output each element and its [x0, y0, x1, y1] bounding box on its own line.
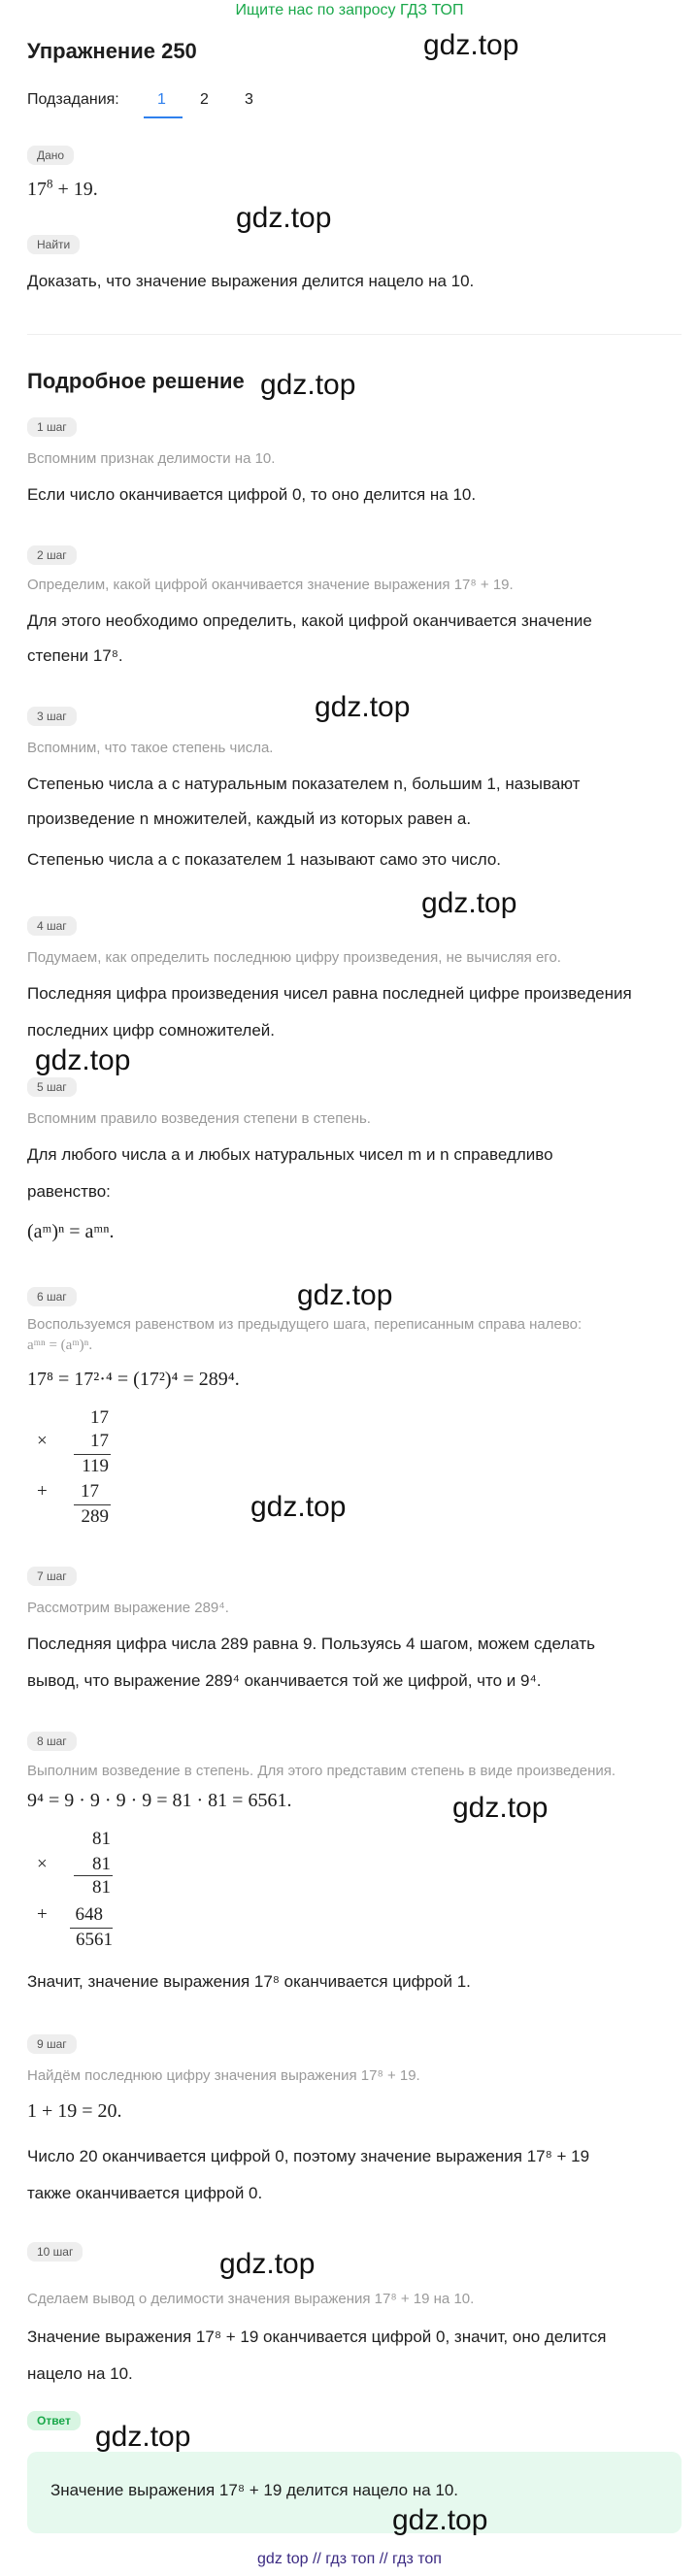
step-text: нацело на 10.	[27, 2364, 133, 2383]
watermark: gdz.top	[250, 1491, 347, 1523]
step-text: степени 17⁸.	[27, 646, 123, 665]
step-text: Последняя цифра числа 289 равна 9. Пользуясь 4 шагом, можем сделать	[27, 1635, 596, 1653]
watermark: gdz.top	[35, 1044, 131, 1076]
step-text: Степенью числа a с натуральным показателем n, большим 1, называют	[27, 775, 581, 793]
mult-operand: 17	[90, 1407, 109, 1428]
step-hint: Рассмотрим выражение 289⁴.	[27, 1600, 229, 1616]
subtasks-label: Подзадания:	[27, 91, 119, 108]
mult-result: 6561	[76, 1930, 113, 1950]
tab-subtask-1[interactable]: 1	[157, 91, 166, 108]
watermark: gdz.top	[421, 887, 517, 919]
find-text: Доказать, что значение выражения делится нацело на 10.	[27, 272, 475, 290]
add-sign: +	[37, 1481, 48, 1502]
mult-line	[70, 1928, 113, 1929]
given-expression: $17^8 + 19$.	[27, 176, 98, 200]
given-badge: Дано	[27, 146, 74, 165]
mult-partial: 119	[82, 1456, 109, 1476]
step-hint: Воспользуемся равенством из предыдущего шага, переписанным справа налево:	[27, 1316, 582, 1333]
step-text: произведение n множителей, каждый из которых равен a.	[27, 809, 472, 828]
solution-title: Подробное решение	[27, 369, 245, 393]
page-title: Упражнение 250	[27, 39, 197, 63]
watermark: gdz.top	[452, 1792, 549, 1824]
step-formula: (aᵐ)ⁿ = aᵐⁿ.	[27, 1221, 115, 1242]
mult-line	[74, 1504, 111, 1505]
step-text: Последняя цифра произведения чисел равна последней цифре произведения	[27, 984, 632, 1003]
mult-sign: ×	[37, 1431, 48, 1451]
step-hint: Подумаем, как определить последнюю цифру произведения, не вычисляя его.	[27, 949, 561, 966]
watermark: gdz.top	[297, 1279, 393, 1311]
step-hint: Выполним возведение в степень. Для этого представим степень в виде произведения.	[27, 1763, 616, 1779]
mult-partial: 81	[92, 1877, 111, 1898]
footer-links[interactable]: gdz top // гдз топ // гдз топ	[257, 2551, 442, 2567]
step-hint: Сделаем вывод о делимости значения выражения 17⁸ + 19 на 10.	[27, 2291, 475, 2307]
tab-subtask-2[interactable]: 2	[200, 91, 209, 108]
watermark: gdz.top	[315, 691, 411, 723]
step-formula: 1 + 19 = 20.	[27, 2100, 122, 2122]
step-badge: 6 шаг	[27, 1287, 77, 1306]
step-formula: 9⁴ = 9 · 9 · 9 · 9 = 81 · 81 = 6561.	[27, 1790, 292, 1811]
watermark: gdz.top	[95, 2421, 191, 2453]
watermark: gdz.top	[392, 2504, 488, 2536]
step-text: Если число оканчивается цифрой 0, то оно делится на 10.	[27, 485, 477, 504]
answer-badge: Ответ	[27, 2411, 81, 2430]
step-hint: aᵐⁿ = (aᵐ)ⁿ.	[27, 1338, 93, 1353]
mult-partial: 648	[75, 1904, 103, 1925]
step-badge: 8 шаг	[27, 1732, 77, 1751]
step-hint: Вспомним признак делимости на 10.	[27, 450, 276, 467]
step-hint: Вспомним, что такое степень числа.	[27, 740, 274, 756]
mult-partial: 17	[81, 1481, 99, 1502]
divider	[27, 334, 682, 335]
step-text: также оканчивается цифрой 0.	[27, 2184, 263, 2202]
step-badge: 5 шаг	[27, 1077, 77, 1097]
step-hint: Найдём последнюю цифру значения выражения 17⁸ + 19.	[27, 2067, 420, 2084]
step-text: Для любого числа a и любых натуральных чисел m и n справедливо	[27, 1145, 553, 1164]
watermark: gdz.top	[260, 369, 356, 401]
find-badge: Найти	[27, 235, 80, 254]
step-badge: 3 шаг	[27, 707, 77, 726]
tab-subtask-3[interactable]: 3	[245, 91, 253, 108]
step-text: равенство:	[27, 1182, 111, 1201]
watermark: gdz.top	[236, 202, 332, 234]
step-text: Число 20 оканчивается цифрой 0, поэтому значение выражения 17⁸ + 19	[27, 2147, 590, 2165]
watermark: gdz.top	[423, 29, 519, 61]
step-badge: 1 шаг	[27, 417, 77, 437]
step-badge: 10 шаг	[27, 2242, 83, 2262]
step-text: Значит, значение выражения 17⁸ оканчивается цифрой 1.	[27, 1972, 471, 1991]
step-badge: 7 шаг	[27, 1567, 77, 1586]
mult-line	[74, 1875, 113, 1876]
step-hint: Определим, какой цифрой оканчивается значение выражения 17⁸ + 19.	[27, 577, 514, 593]
mult-operand: 81	[92, 1854, 111, 1874]
tab-active-indicator	[144, 116, 183, 118]
step-hint: Вспомним правило возведения степени в степень.	[27, 1110, 371, 1127]
mult-operand: 17	[90, 1431, 109, 1451]
step-text: Для этого необходимо определить, какой цифрой оканчивается значение	[27, 611, 592, 630]
add-sign: +	[37, 1904, 48, 1925]
step-text: Значение выражения 17⁸ + 19 оканчивается цифрой 0, значит, оно делится	[27, 2328, 607, 2346]
step-formula: 17⁸ = 17²·⁴ = (17²)⁴ = 289⁴.	[27, 1369, 240, 1390]
step-badge: 9 шаг	[27, 2034, 77, 2054]
step-text: Степенью числа a с показателем 1 называют само это число.	[27, 850, 501, 869]
watermark: gdz.top	[219, 2248, 316, 2280]
answer-text: Значение выражения 17⁸ + 19 делится нацело на 10.	[50, 2481, 459, 2499]
step-badge: 2 шаг	[27, 545, 77, 565]
promo-banner[interactable]: Ищите нас по запросу ГДЗ ТОП	[235, 2, 464, 18]
mult-operand: 81	[92, 1829, 111, 1849]
mult-line	[74, 1454, 111, 1455]
step-text: последних цифр сомножителей.	[27, 1021, 276, 1040]
step-badge: 4 шаг	[27, 916, 77, 936]
mult-result: 289	[81, 1506, 109, 1527]
step-text: вывод, что выражение 289⁴ оканчивается той же цифрой, что и 9⁴.	[27, 1671, 542, 1690]
mult-sign: ×	[37, 1854, 48, 1874]
